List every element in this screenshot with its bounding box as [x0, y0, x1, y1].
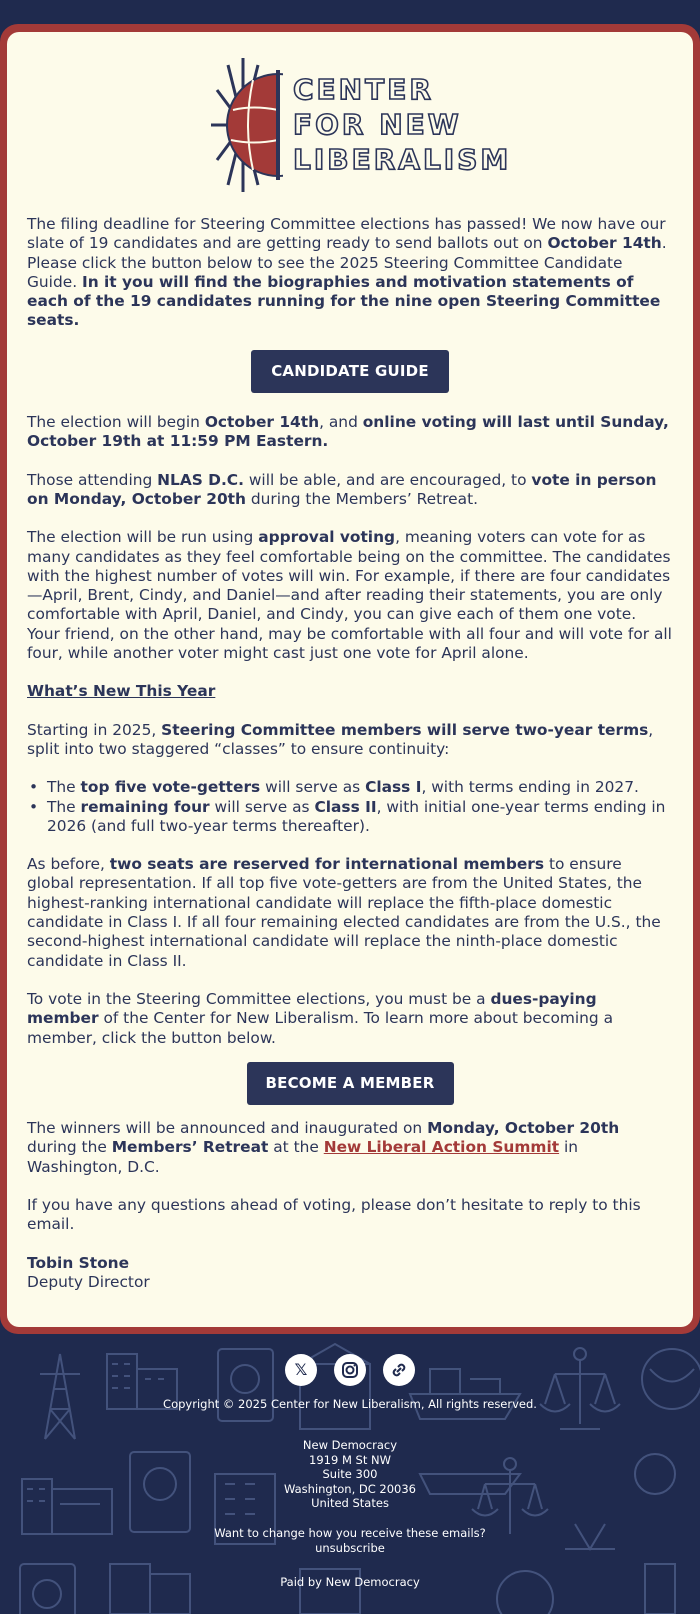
logo-line-2: FOR NEW: [293, 108, 462, 141]
email-preferences: [0, 1526, 700, 1555]
approval-voting-paragraph: The election will be run using approval voting, meaning voters can vote for as many candidates as they feel comfortable being on the committee. The candidates with the highest number of votes will win. For example, if there are four candidates—April, Brent, Cindy, and Daniel—and after reading their statements, you are only comfortable with April, Daniel, and Cindy, you can give each of them one vote. Your friend, on the other hand, may be comfortable with all four and will vote for all four, while another voter might cast just one vote for April alone.: [27, 528, 672, 663]
globe-logo-icon: [203, 50, 283, 200]
dues-paragraph: To vote in the Steering Committee elections, you must be a dues-paying member of the Center for New Liberalism. To learn more about becoming a member, click the button below.: [27, 989, 613, 1047]
nlas-link[interactable]: New Liberal Action Summit: [323, 1138, 560, 1157]
email-card: [7, 32, 693, 1327]
election-dates-paragraph: The election will begin October 14th, and online voting will last until Sunday, October 19th at 11:59 PM Eastern.: [27, 413, 669, 451]
become-member-button[interactable]: BECOME A MEMBER: [247, 1062, 454, 1105]
list-item: • The top five vote-getters will serve as Class I, with terms ending in 2027.: [37, 778, 673, 797]
winners-paragraph: The winners will be announced and inaugurated on Monday, October 20th during the Members’ Retreat at the New Liberal Action Summit in Washington, D.C.: [27, 1119, 620, 1176]
candidate-guide-button[interactable]: CANDIDATE GUIDE: [251, 350, 449, 393]
list-item: • The remaining four will serve as Class II, with initial one-year terms ending in 2026 (and full two-year terms thereafter).: [37, 798, 673, 837]
whats-new-heading: What’s New This Year: [27, 682, 216, 701]
international-seats-paragraph: As before, two seats are reserved for international members to ensure global representation. If all top five vote-getters are from the United States, the highest-ranking international candidate will replace the fifth-place domestic candidate in Class I. If all four remaining elected candidates are from the U.S., the second-highest international candidate will replace the ninth-place domestic candidate in Class II.: [27, 855, 661, 970]
logo-line-1: CENTER: [293, 73, 434, 106]
paid-by: Paid by New Democracy: [280, 1575, 420, 1589]
instagram-icon[interactable]: [334, 1354, 366, 1386]
signature: [27, 1254, 673, 1293]
logo-wordmark: [293, 72, 511, 177]
intro-paragraph: The filing deadline for Steering Committee elections has passed! We now have our slate of 19 candidates and are getting ready to send ballots out on October 14th. Please click the button below to see the 2025 Steering Committee Candidate Guide. In it you will find the biographies and motivation statements of each of the 19 candidates running for the nine open Steering Committee seats.: [27, 215, 667, 330]
change-preferences-text: Want to change how you receive these emails?: [214, 1526, 486, 1540]
signature-title: Deputy Director: [27, 1272, 150, 1291]
logo-line-3: LIBERALISM: [293, 143, 512, 176]
social-links: [0, 1354, 700, 1386]
email-body: [27, 215, 673, 1292]
x-icon[interactable]: 𝕏: [285, 1354, 317, 1386]
mailing-address: New Democracy 1919 M St NW Suite 300 Washington, DC 20036 United States: [283, 1438, 416, 1510]
in-person-paragraph: Those attending NLAS D.C. will be able, and are encouraged, to vote in person on Monday, October 20th during the Members’ Retreat.: [27, 470, 657, 508]
link-icon[interactable]: [383, 1354, 415, 1386]
cnl-logo[interactable]: [203, 50, 512, 200]
signature-name: Tobin Stone: [27, 1253, 130, 1272]
two-year-terms-paragraph: Starting in 2025, Steering Committee members will serve two-year terms, split into two staggered “classes” to ensure continuity:: [27, 720, 654, 758]
unsubscribe-link[interactable]: unsubscribe: [315, 1540, 385, 1555]
copyright: Copyright © 2025 Center for New Liberalism, All rights reserved.: [163, 1397, 537, 1411]
questions-paragraph: If you have any questions ahead of voting, please don’t hesitate to reply to this email.: [27, 1195, 641, 1234]
class-list: [37, 778, 673, 836]
